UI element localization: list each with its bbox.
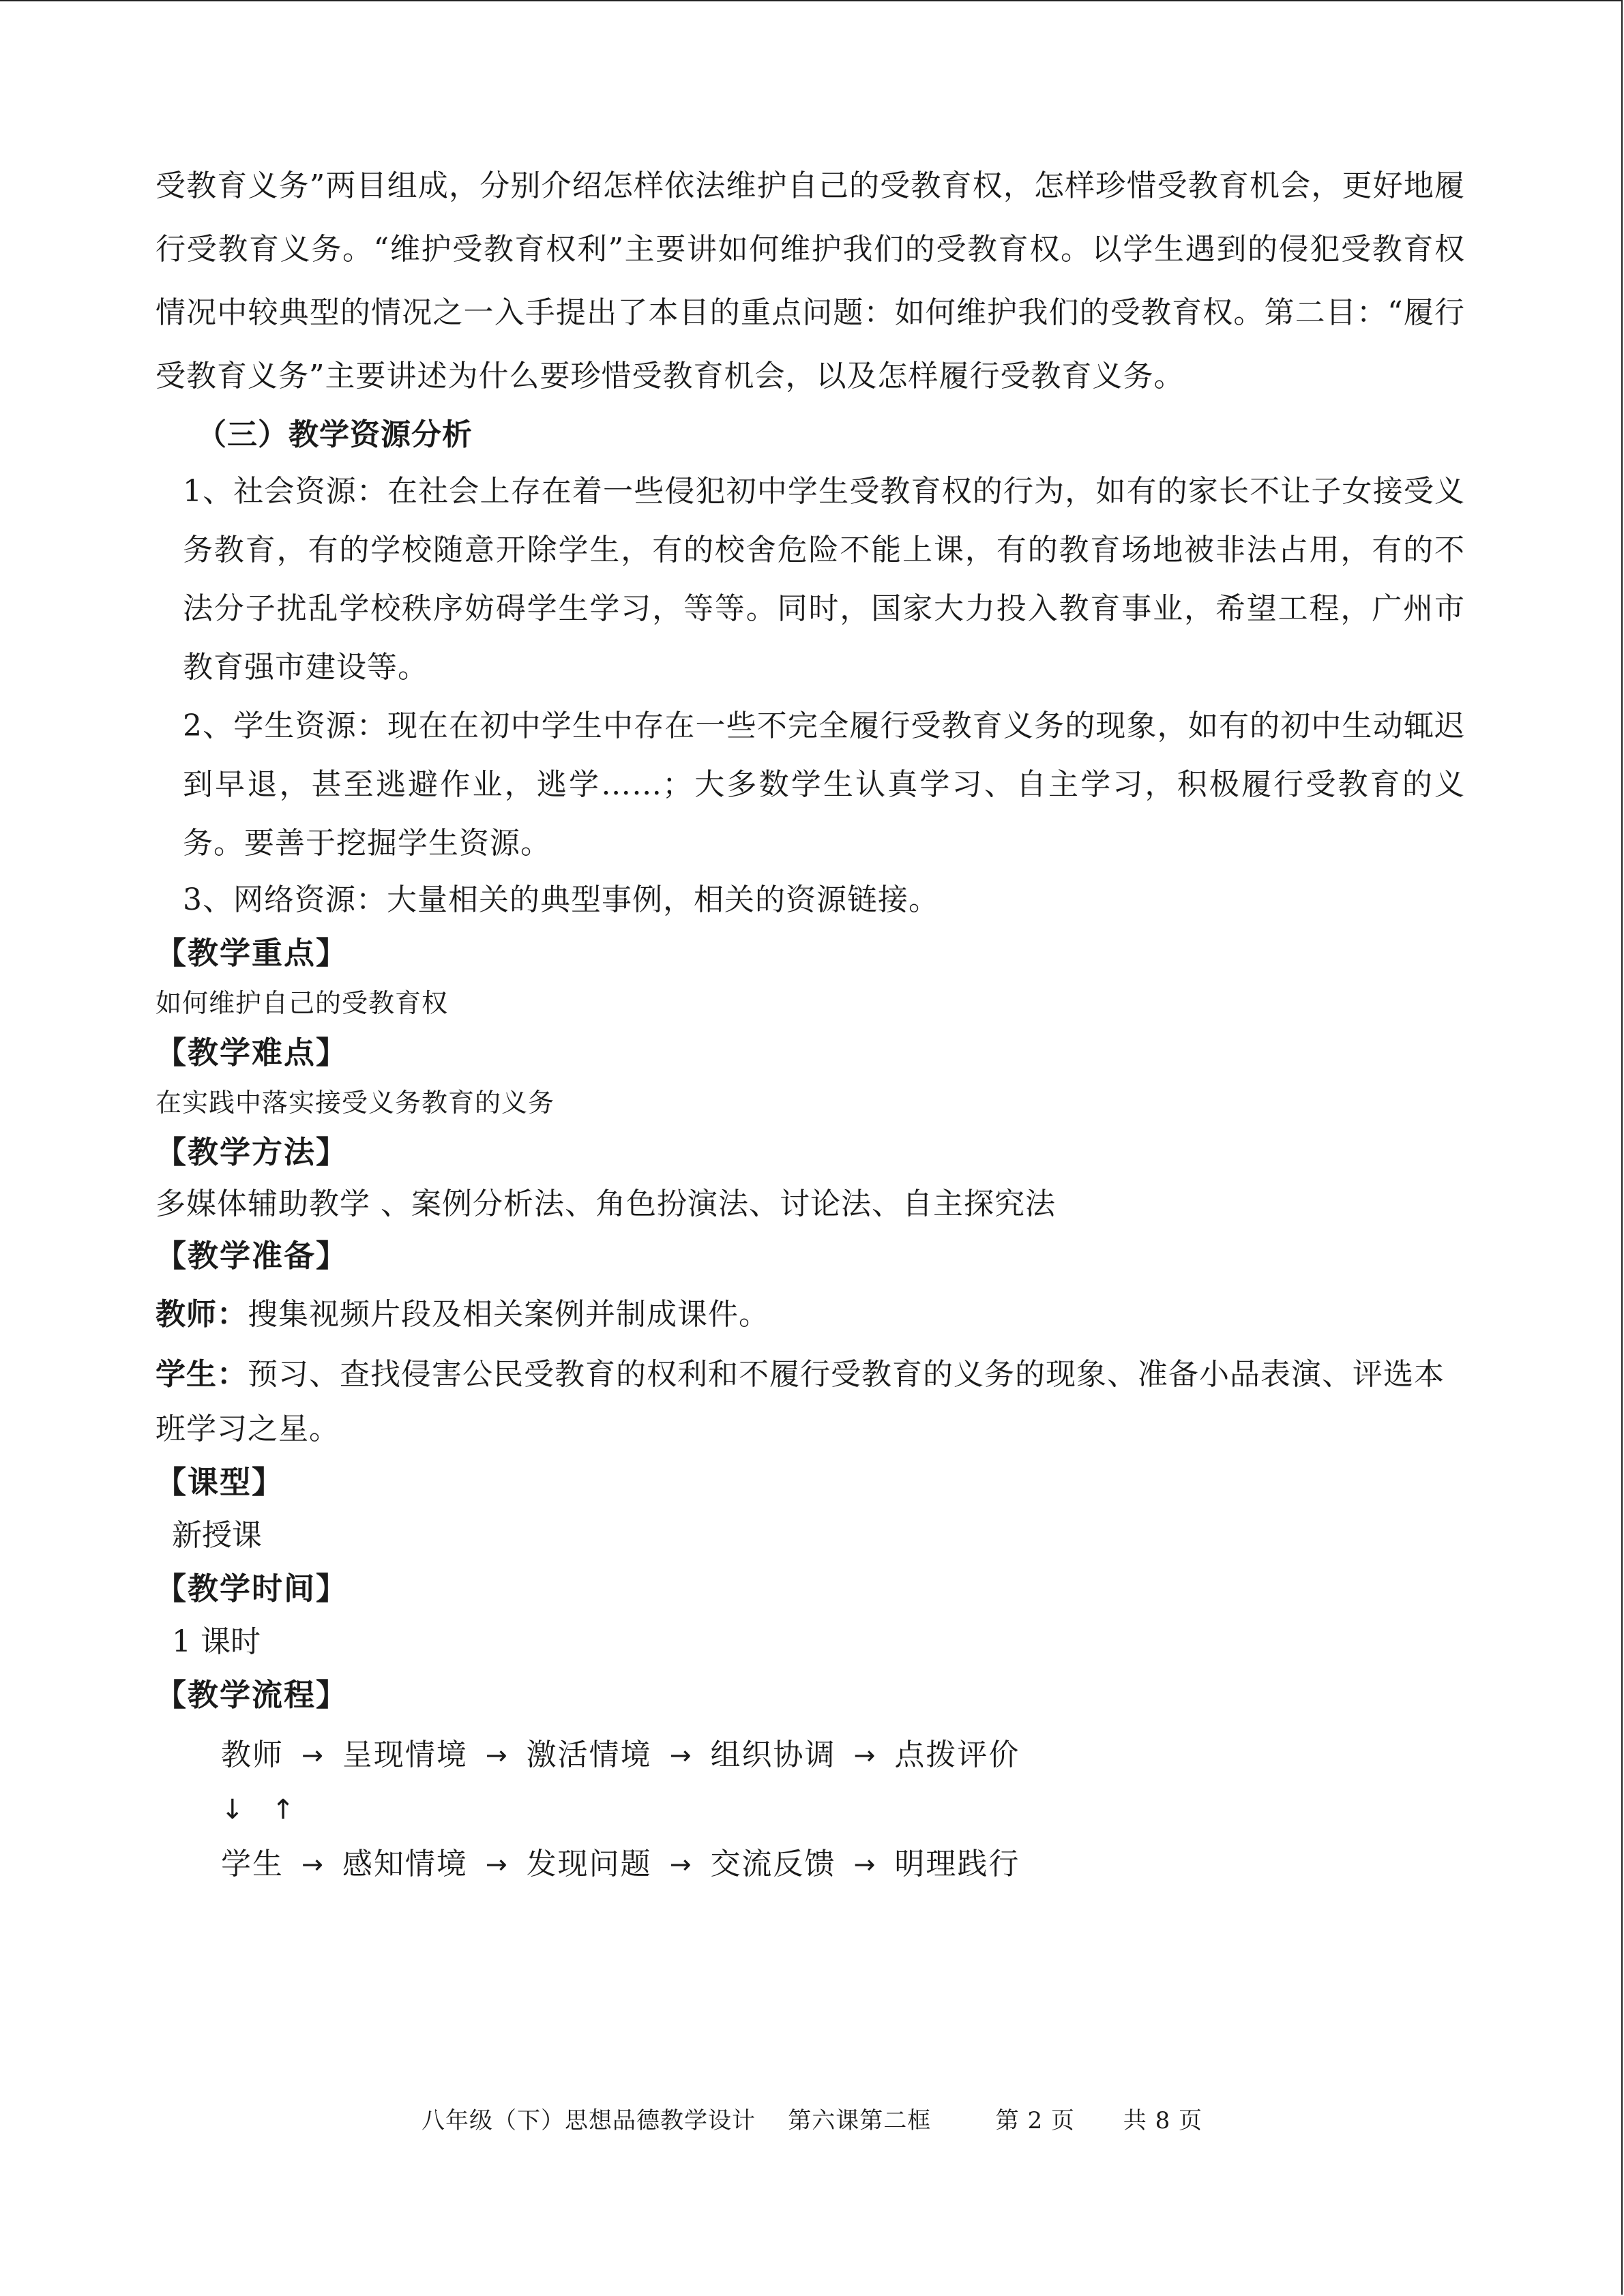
right-arrow-icon: → [853,1849,877,1879]
flow-node: 感知情境 [342,1847,468,1881]
flow-node: 组织协调 [710,1738,836,1772]
lesson-time-text: 1 课时 [172,1624,261,1659]
right-arrow-icon: → [853,1740,877,1770]
lesson-time-title: 【教学时间】 [156,1570,349,1607]
key-point-title: 【教学重点】 [156,935,349,971]
document-body [156,154,1465,1892]
teacher-preparation-text: 搜集视频片段及相关案例并制成课件。 [248,1297,769,1332]
flow-node: 学生 [221,1847,284,1881]
flow-title: 【教学流程】 [156,1677,349,1713]
intro-paragraph: 受教育义务”两目组成，分别介绍怎样依法维护自己的受教育权，怎样珍惜受教育机会，更好地履行受教育义务。“维护受教育权利”主要讲如何维护我们的受教育权。以学生遇到的侵犯受教育权情况中较典型的情况之一入手提出了本目的重点问题：如何维护我们的受教育权。第二目：“履行受教育义务”主要讲述为什么要珍惜受教育机会，以及怎样履行受教育义务。 [156,168,1465,393]
flow-node: 激活情境 [526,1738,652,1772]
student-preparation [156,1347,1465,1457]
teacher-flow-row [221,1728,1465,1783]
flow-node: 交流反馈 [710,1847,836,1881]
teacher-label: 教师： [156,1297,248,1332]
lesson-type-text: 新授课 [172,1518,262,1553]
flow-node: 教师 [221,1738,284,1772]
student-flow-row [221,1837,1465,1892]
right-arrow-icon: → [485,1849,509,1879]
flow-node: 点拨评价 [894,1738,1020,1772]
right-arrow-icon: → [669,1740,693,1770]
flow-node: 发现问题 [526,1847,652,1881]
resource-analysis-heading: （三）教学资源分析 [196,417,473,452]
resource-item-student: 2、学生资源：现在在初中学生中存在一些不完全履行受教育义务的现象，如有的初中生动辄迟到早退，甚至逃避作业，逃学……；大多数学生认真学习、自主学习，积极履行受教育的义务。要善于挖掘学生资源。 [183,709,1465,861]
resource-item-social: 1、社会资源：在社会上存在着一些侵犯初中学生受教育权的行为，如有的家长不让子女接受义务教育，有的学校随意开除学生，有的校舍危险不能上课，有的教育场地被非法占用，有的不法分子扰乱学校秩序妨碍学生学习，等等。同时，国家大力投入教育事业，希望工程，广州市教育强市建设等。 [183,474,1465,685]
resource-item-network: 3、网络资源：大量相关的典型事例，相关的资源链接。 [183,882,939,917]
up-down-arrows-icon: ↓ ↑ [221,1794,304,1825]
teaching-flow-diagram [156,1728,1465,1892]
flow-node: 呈现情境 [342,1738,468,1772]
right-arrow-icon: → [301,1740,325,1770]
right-arrow-icon: → [669,1849,693,1879]
methods-text: 多媒体辅助教学 、案例分析法、角色扮演法、讨论法、自主探究法 [156,1187,1056,1221]
right-arrow-icon: → [301,1849,325,1879]
footer-page-number: 第 2 页 [995,2107,1075,2134]
page-footer [0,2102,1624,2135]
student-preparation-text: 预习、查找侵害公民受教育的权利和不履行受教育的义务的现象、准备小品表演、评选本班学习之星。 [156,1357,1445,1446]
footer-total-pages: 共 8 页 [1123,2107,1203,2134]
methods-title: 【教学方法】 [156,1134,349,1170]
flow-node: 明理践行 [894,1847,1020,1881]
teacher-preparation [156,1287,1465,1342]
key-point-text: 如何维护自己的受教育权 [156,988,449,1018]
difficult-point-title: 【教学难点】 [156,1034,349,1071]
difficult-point-text: 在实践中落实接受义务教育的义务 [156,1088,555,1118]
student-label: 学生： [156,1357,248,1392]
footer-lesson: 第六课第二框 [788,2107,932,2134]
footer-course: 八年级（下）思想品德教学设计 [421,2107,756,2134]
lesson-type-title: 【课型】 [156,1464,284,1500]
right-arrow-icon: → [485,1740,509,1770]
preparation-title: 【教学准备】 [156,1238,349,1274]
